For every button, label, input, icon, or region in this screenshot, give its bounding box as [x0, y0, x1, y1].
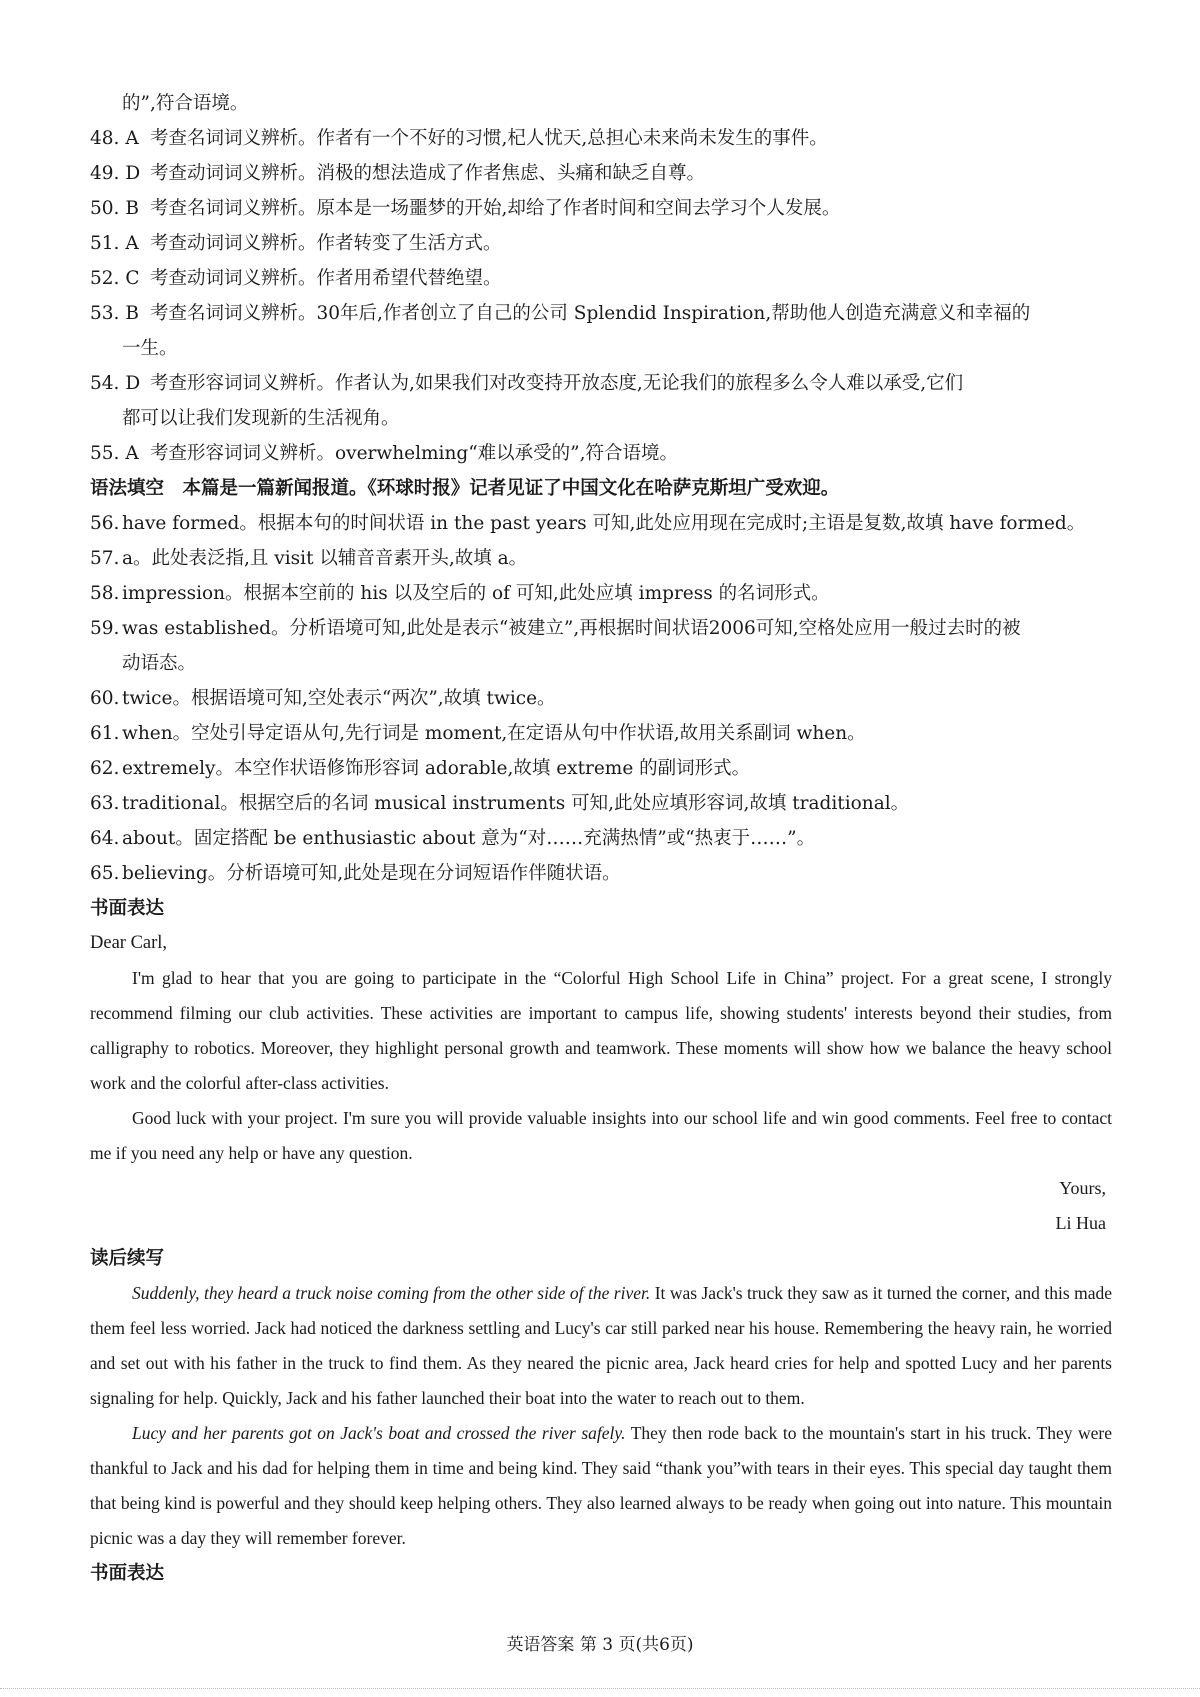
answer-number: 64. [90, 828, 120, 849]
story-lead-1: Suddenly, they heard a truck noise coming from the other side of the river. [132, 1283, 651, 1303]
answer-item [90, 366, 1112, 401]
answer-number: 60. [90, 688, 120, 709]
letter-closing: Yours, [1059, 1178, 1106, 1198]
answer-item [90, 436, 1112, 471]
answer-item [90, 751, 1112, 786]
bottom-divider [0, 1688, 1200, 1689]
answers-56-65 [90, 506, 1112, 891]
answer-explanation: traditional。根据空后的名词 musical instruments 可知,此处应填形容词,故填 traditional。 [122, 793, 910, 814]
answer-item [90, 506, 1112, 541]
answer-letter: D [125, 163, 141, 184]
answer-item [90, 261, 1112, 296]
story-text-1: It was Jack's truck they saw as it turned the corner, and this made them feel less worried. Jack had noticed the darkness settling and Lucy's car still parked near his house. Remembering the heavy rain, he worried and set out with his father in the truck to find them. As they neared the picnic area, Jack heard cries for help and spotted Lucy and her parents signaling for help. Quickly, Jack and his father launched their boat into the water to reach out to them. [90, 1283, 1112, 1408]
answer-explanation: 考查名词词义辨析。30年后,作者创立了自己的公司 Splendid Inspiration,帮助他人创造充满意义和幸福的 [150, 303, 1031, 324]
answer-explanation: 考查动词词义辨析。作者用希望代替绝望。 [150, 268, 502, 289]
answer-number [90, 436, 150, 471]
answer-number: 59. [90, 618, 120, 639]
story-paragraph-2 [90, 1416, 1112, 1556]
answer-letter: D [125, 373, 141, 394]
answer-item [90, 576, 1112, 611]
answer-number [90, 156, 150, 191]
answer-explanation: about。固定搭配 be enthusiastic about 意为“对……充满热情”或“热衷于……”。 [122, 828, 816, 849]
answer-item [90, 786, 1112, 821]
answer-number: 65. [90, 863, 120, 884]
letter-signature: Li Hua [1055, 1213, 1106, 1233]
writing-heading: 书面表达 [90, 898, 165, 919]
answer-item [90, 156, 1112, 191]
answer-item [90, 121, 1112, 156]
answer-letter: A [125, 128, 139, 149]
answer-item [90, 856, 1112, 891]
final-heading: 书面表达 [90, 1563, 165, 1584]
answer-item [90, 716, 1112, 751]
answer-num: 49. [90, 163, 120, 184]
answer-letter: B [125, 198, 139, 219]
answer-explanation: 考查形容词词义辨析。overwhelming“难以承受的”,符合语境。 [150, 443, 679, 464]
answer-letter: C [125, 268, 140, 289]
answer-explanation: 考查动词词义辨析。作者转变了生活方式。 [150, 233, 502, 254]
answer-explanation: 考查名词词义辨析。作者有一个不好的习惯,杞人忧天,总担心未来尚未发生的事件。 [150, 128, 828, 149]
letter-paragraph-1: I'm glad to hear that you are going to participate in the “Colorful High School Life in China” project. For a great scene, I strongly recommend filming our club activities. These activities are important to campus life, showing students' interests beyond their studies, from calligraphy to robotics. Moreover, they highlight personal growth and teamwork. These moments will show how we balance the heavy school work and the colorful after-class activities. [90, 968, 1112, 1093]
answer-number: 62. [90, 758, 120, 779]
answer-number: 61. [90, 723, 120, 744]
answer-item [90, 226, 1112, 261]
answer-explanation: extremely。本空作状语修饰形容词 adorable,故填 extreme 的副词形式。 [122, 758, 751, 779]
answer-explanation: impression。根据本空前的 his 以及空后的 of 可知,此处应填 impress 的名词形式。 [122, 583, 830, 604]
answer-continuation: 一生。 [122, 338, 178, 359]
answer-item [90, 296, 1112, 331]
answer-number [90, 261, 150, 296]
letter-paragraph-2: Good luck with your project. I'm sure you will provide valuable insights into our school life and win good comments. Feel free to contact me if you need any help or have any question. [90, 1108, 1112, 1163]
answer-number: 56. [90, 513, 120, 534]
answer-number: 58. [90, 583, 120, 604]
answer-continuation: 动语态。 [122, 653, 197, 674]
answer-explanation: 考查形容词词义辨析。作者认为,如果我们对改变持开放态度,无论我们的旅程多么令人难以承受,它们 [150, 373, 964, 394]
answer-number [90, 121, 150, 156]
answer-letter: B [125, 303, 139, 324]
answer-letter: A [125, 443, 139, 464]
answer-letter: A [125, 233, 139, 254]
answer-num: 48. [90, 128, 120, 149]
page-footer: 英语答案 第 3 页(共6页) [506, 1635, 694, 1655]
answer-explanation: 考查名词词义辨析。原本是一场噩梦的开始,却给了作者时间和空间去学习个人发展。 [150, 198, 841, 219]
answer-num: 55. [90, 443, 120, 464]
answer-explanation: a。此处表泛指,且 visit 以辅音音素开头,故填 a。 [122, 548, 528, 569]
answer-item [90, 611, 1112, 646]
letter-salutation: Dear Carl, [90, 933, 168, 953]
grammar-heading: 语法填空 本篇是一篇新闻报道。《环球时报》记者见证了中国文化在哈萨克斯坦广受欢迎。 [90, 478, 840, 499]
answer-explanation: believing。分析语境可知,此处是现在分词短语作伴随状语。 [122, 863, 621, 884]
answer-explanation: was established。分析语境可知,此处是表示“被建立”,再根据时间状语2006可知,空格处应用一般过去时的被 [122, 618, 1021, 639]
answer-item [90, 191, 1112, 226]
story-lead-2: Lucy and her parents got on Jack's boat and crossed the river safely. [132, 1423, 626, 1443]
answer-number [90, 191, 150, 226]
answer-explanation: have formed。根据本句的时间状语 in the past years 可知,此处应用现在完成时;主语是复数,故填 have formed。 [122, 513, 1086, 534]
answer-explanation: twice。根据语境可知,空处表示“两次”,故填 twice。 [122, 688, 556, 709]
answer-num: 51. [90, 233, 120, 254]
answer-explanation: 考查动词词义辨析。消极的想法造成了作者焦虑、头痛和缺乏自尊。 [150, 163, 706, 184]
answer-num: 50. [90, 198, 120, 219]
answer-number [90, 226, 150, 261]
continuation-line: 的”,符合语境。 [122, 93, 249, 114]
answer-continuation: 都可以让我们发现新的生活视角。 [122, 408, 400, 429]
answer-number: 57. [90, 548, 120, 569]
answer-number [90, 366, 150, 401]
answer-num: 52. [90, 268, 120, 289]
answer-item [90, 681, 1112, 716]
answer-num: 54. [90, 373, 120, 394]
answer-explanation: when。空处引导定语从句,先行词是 moment,在定语从句中作状语,故用关系副词 when。 [122, 723, 866, 744]
answer-number [90, 296, 150, 331]
answer-num: 53. [90, 303, 120, 324]
answer-number: 63. [90, 793, 120, 814]
continuation-writing-heading: 读后续写 [90, 1248, 165, 1269]
story-text-2: They then rode back to the mountain's start in his truck. They were thankful to Jack and his dad for helping them in time and being kind. They said “thank you”with tears in their eyes. This special day taught them that being kind is powerful and they should keep helping others. They also learned always to be ready when going out into nature. This mountain picnic was a day they will remember forever. [90, 1423, 1112, 1548]
story-paragraph-1 [90, 1276, 1112, 1416]
answer-item [90, 541, 1112, 576]
answers-48-55 [90, 121, 1112, 471]
answer-item [90, 821, 1112, 856]
